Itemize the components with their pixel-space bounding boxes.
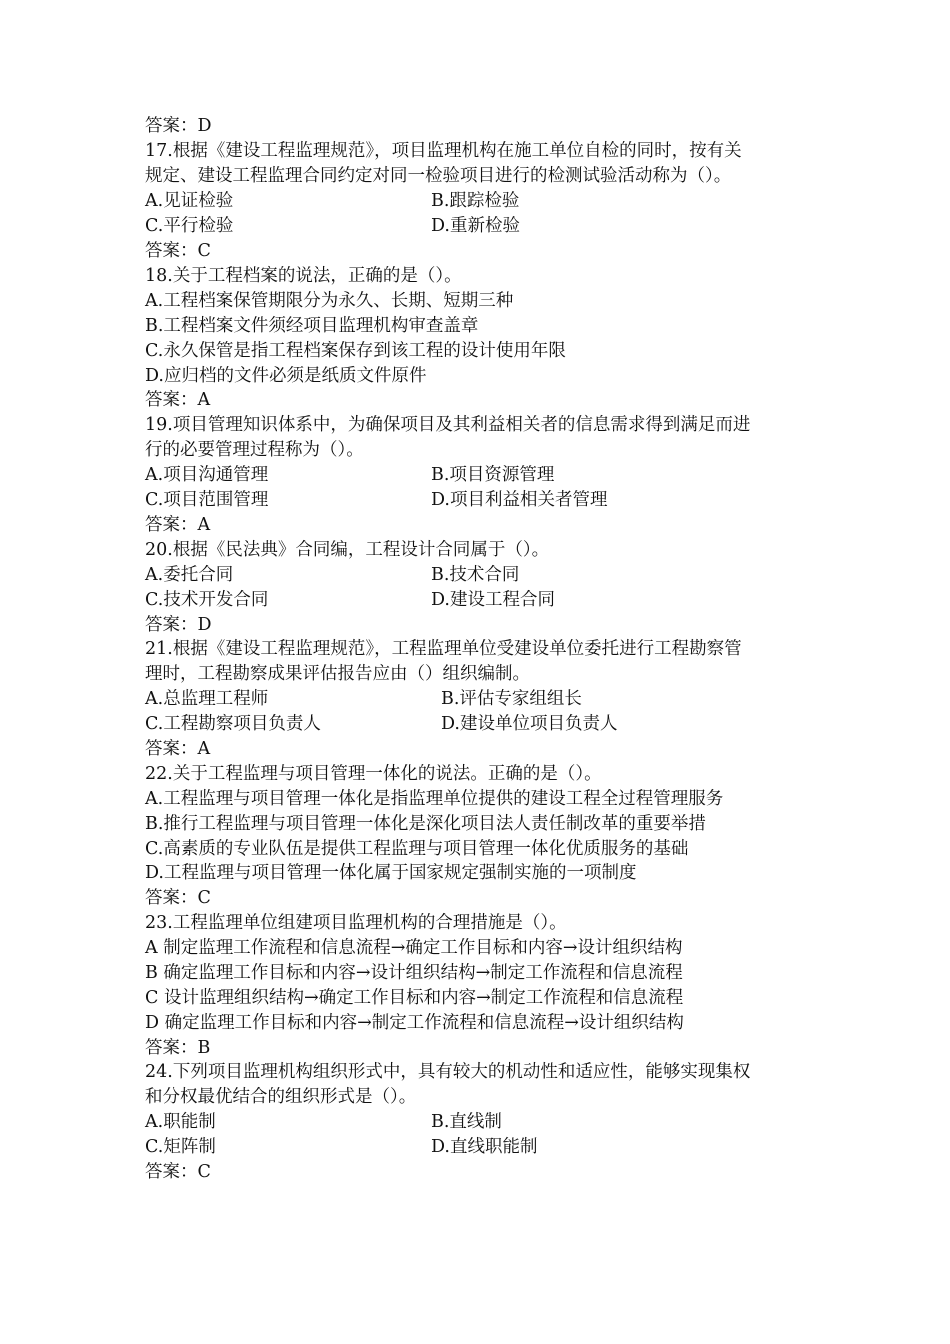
option-a: A.工程档案保管期限分为永久、长期、短期三种 [145, 291, 514, 311]
question-stem: 24.下列项目监理机构组织形式中，具有较大的机动性和适应性，能够实现集权 [145, 1062, 751, 1082]
option-d: D 确定监理工作目标和内容→制定工作流程和信息流程→设计组织结构 [145, 1013, 684, 1033]
option-c: C.平行检验 [145, 216, 234, 236]
option-c: C.技术开发合同 [145, 590, 269, 610]
option-a: A.职能制 [145, 1112, 216, 1132]
option-c: C.项目范围管理 [145, 490, 269, 510]
question-stem: 22.关于工程监理与项目管理一体化的说法。正确的是（）。 [145, 764, 602, 784]
question-stem: 20.根据《民法典》合同编，工程设计合同属于（）。 [145, 540, 550, 560]
option-c: C.高素质的专业队伍是提供工程监理与项目管理一体化优质服务的基础 [145, 839, 689, 859]
option-b: B.跟踪检验 [431, 191, 520, 211]
answer-line: 答案：A [145, 739, 211, 759]
option-d: D.项目利益相关者管理 [431, 490, 608, 510]
question-stem: 行的必要管理过程称为（）。 [145, 440, 364, 460]
option-d: D.建设工程合同 [431, 590, 555, 610]
option-c: C.工程勘察项目负责人 [145, 714, 321, 734]
answer-line: 答案：C [145, 888, 211, 908]
question-stem: 规定、建设工程监理合同约定对同一检验项目进行的检测试验活动称为（）。 [145, 166, 732, 186]
option-d: D.应归档的文件必须是纸质文件原件 [145, 366, 427, 386]
option-a: A.项目沟通管理 [145, 465, 269, 485]
question-stem: 21.根据《建设工程监理规范》，工程监理单位受建设单位委托进行工程勘察管 [145, 639, 742, 659]
answer-line: 答案：B [145, 1038, 211, 1058]
question-stem: 19.项目管理知识体系中，为确保项目及其利益相关者的信息需求得到满足而进 [145, 415, 751, 435]
option-c: C 设计监理组织结构→确定工作目标和内容→制定工作流程和信息流程 [145, 988, 684, 1008]
answer-line: 答案：A [145, 390, 211, 410]
question-stem: 和分权最优结合的组织形式是（）。 [145, 1087, 417, 1107]
question-stem: 23.工程监理单位组建项目监理机构的合理措施是（）。 [145, 913, 567, 933]
option-a: A.见证检验 [145, 191, 234, 211]
question-stem: 18.关于工程档案的说法，正确的是（）。 [145, 266, 462, 286]
option-b: B 确定监理工作目标和内容→设计组织结构→制定工作流程和信息流程 [145, 963, 683, 983]
answer-line: 答案：D [145, 615, 212, 635]
option-d: D.直线职能制 [431, 1137, 538, 1157]
option-b: B.工程档案文件须经项目监理机构审查盖章 [145, 316, 479, 336]
answer-line: 答案：A [145, 515, 211, 535]
option-a: A.委托合同 [145, 565, 234, 585]
option-c: C.矩阵制 [145, 1137, 216, 1157]
option-b: B.直线制 [431, 1112, 502, 1132]
option-b: B.项目资源管理 [431, 465, 555, 485]
option-d: D.工程监理与项目管理一体化属于国家规定强制实施的一项制度 [145, 863, 637, 883]
option-c: C.永久保管是指工程档案保存到该工程的设计使用年限 [145, 341, 566, 361]
option-a: A 制定监理工作流程和信息流程→确定工作目标和内容→设计组织结构 [145, 938, 683, 958]
option-a: A.工程监理与项目管理一体化是指监理单位提供的建设工程全过程管理服务 [145, 789, 724, 809]
answer-line: 答案：C [145, 241, 211, 261]
option-b: B.推行工程监理与项目管理一体化是深化项目法人责任制改革的重要举措 [145, 814, 706, 834]
option-b: B.评估专家组组长 [441, 689, 582, 709]
option-b: B.技术合同 [431, 565, 520, 585]
answer-line: 答案：D [145, 116, 212, 136]
option-d: D.建设单位项目负责人 [441, 714, 618, 734]
question-stem: 理时，工程勘察成果评估报告应由（）组织编制。 [145, 664, 530, 684]
option-a: A.总监理工程师 [145, 689, 269, 709]
answer-line: 答案：C [145, 1162, 211, 1182]
option-d: D.重新检验 [431, 216, 520, 236]
question-stem: 17.根据《建设工程监理规范》，项目监理机构在施工单位自检的同时，按有关 [145, 141, 742, 161]
